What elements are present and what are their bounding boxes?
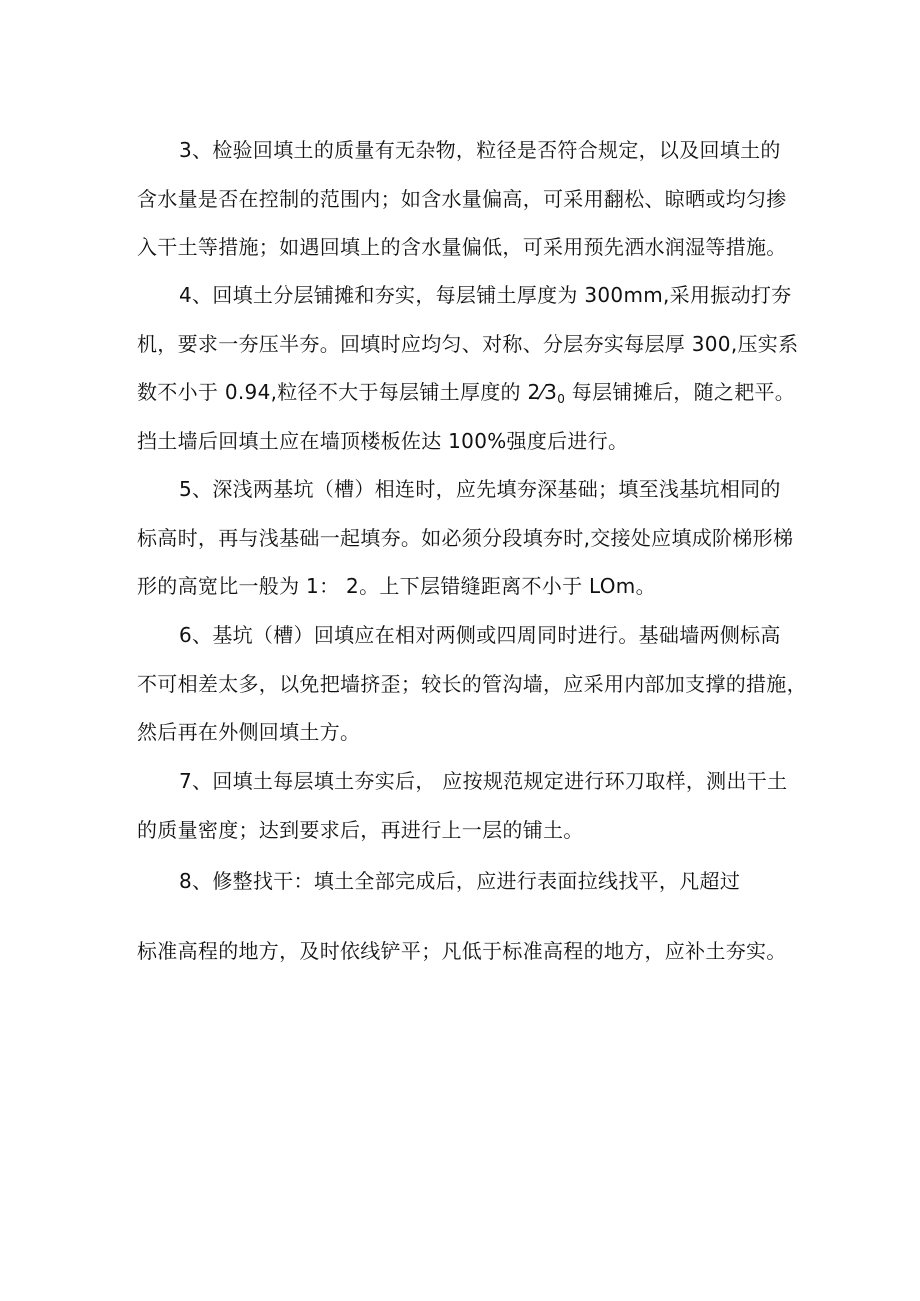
text-line: 4、回填土分层铺摊和夯实，每层铺土厚度为 300mm,采用振动打夯 — [179, 283, 792, 307]
text-line: 6、基坑（槽）回填应在相对两侧或四周同时进行。基础墙两侧标高 — [179, 623, 781, 647]
text-line: 不可相差太多，以免把墙挤歪；较长的管沟墙，应采用内部加支撑的措施， — [137, 671, 807, 696]
text-line: 含水量是否在控制的范围内；如含水量偏高，可采用翻松、晾晒或均匀掺 — [137, 186, 787, 211]
text-line: 标准高程的地方，及时依线铲平；凡低于标准高程的地方，应补土夯实。 — [137, 939, 787, 963]
text-line: 然后再在外侧回填土方。 — [137, 720, 361, 744]
subscript: 0 — [557, 392, 566, 406]
paragraph-7 — [137, 757, 797, 854]
paragraph-6 — [137, 611, 807, 757]
text-fragment: 每层铺摊后，随之耙平。 — [565, 380, 796, 404]
text-line: 形的高宽比一般为 1： 2。上下层错缝距离不小于 LOm。 — [137, 574, 656, 598]
paragraph-3 — [137, 126, 797, 272]
text-line: 入干土等措施；如遇回填上的含水量偏低，可采用预先洒水润湿等措施。 — [137, 235, 787, 259]
paragraph-8 — [137, 857, 797, 906]
text-line: 3、检验回填土的质量有无杂物，粒径是否符合规定，以及回填土的 — [179, 138, 781, 162]
text-line: 的质量密度；达到要求后，再进行上一层的铺土。 — [137, 817, 584, 842]
text-line: 机，要求一夯压半夯。回填时应均匀、对称、分层夯实每层厚 300,压实系 — [137, 331, 799, 356]
text-line: 挡土墙后回填土应在墙顶楼板佐达 100%强度后进行。 — [137, 428, 629, 453]
text-line: 7、回填土每层填土夯实后， 应按规范规定进行环刀取样，测出干土 — [179, 769, 788, 793]
paragraph-8-continued — [137, 927, 797, 976]
text-line — [137, 368, 797, 417]
paragraph-4 — [137, 271, 797, 465]
text-line: 5、深浅两基坑（槽）相连时，应先填夯深基础；填至浅基坑相同的 — [179, 477, 781, 501]
text-line: 8、修整找干：填土全部完成后，应进行表面拉线找平，凡超过 — [179, 869, 741, 893]
paragraph-5 — [137, 465, 797, 611]
text-line: 标高时，再与浅基础一起填夯。如必须分段填夯时,交接处应填成阶梯形梯 — [137, 525, 794, 550]
text-fragment: 数不小于 0.94,粒径不大于每层铺土厚度的 2⁄3 — [137, 380, 558, 404]
